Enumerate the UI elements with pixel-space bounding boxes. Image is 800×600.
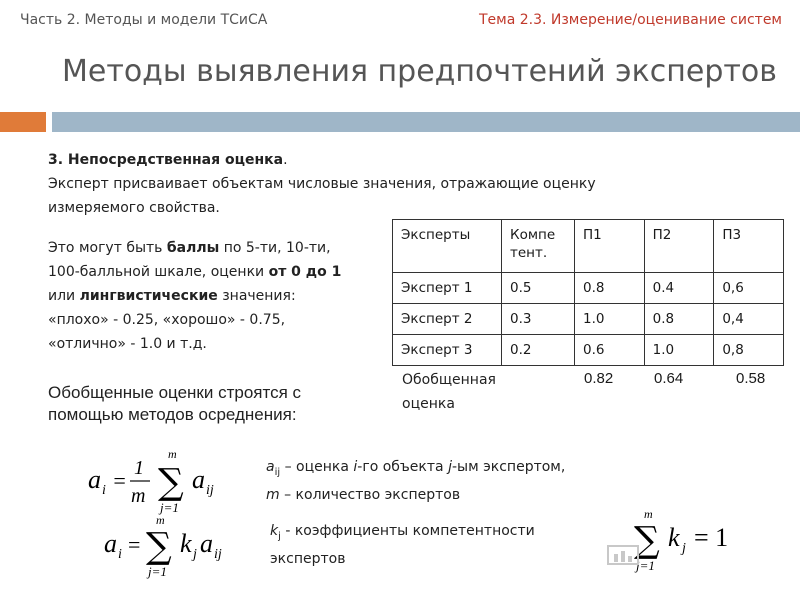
note-text: – количество экспертов	[279, 486, 461, 503]
table-header-cell: Эксперты	[393, 220, 502, 273]
formula-lhs: a	[104, 529, 117, 558]
table-header-cell: П1	[575, 220, 645, 273]
note-text-line-2: экспертов	[270, 550, 346, 567]
scales-line-5: «отлично» - 1.0 и т.д.	[48, 336, 207, 352]
header-right: Тема 2.3. Измерение/оценивание систем	[478, 12, 782, 28]
header-competence-1: Компе	[510, 227, 556, 243]
table-cell: Эксперт 3	[393, 335, 502, 366]
formula-lhs: a	[88, 465, 101, 494]
table-cell: 0,4	[714, 304, 784, 335]
slide-title: Методы выявления предпочтений экспертов	[62, 54, 777, 89]
sum-upper: m	[644, 507, 653, 521]
sum-upper: m	[168, 447, 177, 461]
header-competence-2: тент.	[510, 245, 548, 261]
note-text: – оценка	[280, 459, 354, 475]
generalized-label-2: оценка	[402, 396, 455, 412]
table-cell: 0.6	[575, 335, 645, 366]
expert-table	[392, 219, 784, 366]
formula-term: a	[192, 465, 205, 494]
section-line-2: измеряемого свойства.	[48, 200, 220, 216]
accent-bar-blue	[52, 112, 800, 132]
generalized-value-p3: 0.58	[736, 370, 766, 387]
note-italic-j: j	[448, 459, 452, 475]
table-header-cell	[502, 220, 575, 273]
table-header-cell: П3	[714, 220, 784, 273]
generalized-line-1: Обобщенные оценки строятся с	[48, 383, 301, 402]
formula-mean	[84, 444, 254, 516]
generalized-label-1: Обобщенная	[402, 372, 496, 388]
table-cell: 0.8	[575, 273, 645, 304]
note-kj	[270, 520, 535, 570]
formula-equals: =	[128, 532, 141, 557]
note-italic-k-sub: j	[278, 530, 281, 542]
section-heading: 3. Непосредственная оценка	[48, 152, 284, 168]
sum-lower: j=1	[148, 564, 167, 579]
scales-paragraph	[48, 236, 388, 356]
table-cell: Эксперт 2	[393, 304, 502, 335]
formula-k-sub: j	[193, 547, 197, 562]
watermark-icon	[606, 540, 644, 568]
table-cell: 0,6	[714, 273, 784, 304]
formula-weighted	[100, 512, 250, 584]
scales-text: 100-балльной шкале, оценки	[48, 264, 269, 280]
note-italic-i: i	[353, 459, 358, 475]
formula-lhs-sub: i	[102, 483, 106, 498]
table-header-row	[393, 220, 784, 273]
scales-bold-linguistic: лингвистические	[79, 288, 218, 304]
table-cell: Эксперт 1	[393, 273, 502, 304]
scales-bold-points: баллы	[166, 240, 220, 256]
note-aij	[266, 456, 565, 506]
scales-line-4: «плохо» - 0.25, «хорошо» - 0.75,	[48, 312, 286, 328]
table-cell: 0.8	[644, 304, 714, 335]
formula-term-sub: ij	[206, 483, 214, 498]
accent-bar-orange	[0, 112, 46, 132]
sigma-symbol: ∑	[146, 526, 172, 567]
sigma-symbol: ∑	[158, 462, 184, 503]
note-text: - коэффициенты компетентности	[280, 523, 535, 539]
scales-text: или	[48, 288, 80, 304]
note-symbol-sub: ij	[274, 466, 281, 478]
header-left: Часть 2. Методы и модели ТСиСА	[20, 12, 268, 28]
note-italic-k: k	[270, 523, 279, 539]
scales-text: Это могут быть	[48, 240, 167, 256]
formula-a: a	[200, 529, 213, 558]
formula-rhs: = 1	[694, 523, 729, 552]
formula-k-sub: j	[682, 541, 686, 556]
formula-k: k	[180, 529, 192, 558]
formula-a-sub: ij	[214, 547, 222, 562]
generalized-value-p2: 0.64	[654, 370, 684, 387]
table-row	[393, 273, 784, 304]
formula-numerator: 1	[134, 457, 144, 479]
table-cell: 1.0	[644, 335, 714, 366]
section-heading-dot: .	[283, 152, 288, 168]
scales-bold-range: от 0 до 1	[268, 264, 342, 280]
sum-lower: j=1	[636, 558, 655, 573]
table-cell: 0.3	[502, 304, 575, 335]
table-header-cell: П2	[644, 220, 714, 273]
table-row	[393, 304, 784, 335]
formula-equals: =	[112, 468, 127, 493]
note-italic-m: m	[266, 486, 280, 503]
generalized-note	[48, 382, 301, 426]
formula-normalization	[632, 506, 762, 574]
formula-denominator: m	[131, 485, 146, 507]
sum-upper: m	[156, 513, 165, 527]
scales-text: значения:	[217, 288, 296, 304]
formula-k: k	[668, 523, 680, 552]
table-cell: 0.5	[502, 273, 575, 304]
generalized-value-p1: 0.82	[584, 370, 614, 387]
scales-text: по 5-ти, 10-ти,	[219, 240, 331, 256]
section-intro	[48, 148, 596, 220]
table-cell: 0.2	[502, 335, 575, 366]
generalized-label	[402, 368, 496, 416]
note-symbol: a	[266, 459, 275, 475]
note-text: -ым экспертом,	[451, 459, 566, 475]
generalized-line-2: помощью методов осреднения:	[48, 405, 297, 424]
sum-lower: j=1	[160, 500, 179, 515]
table-cell: 1.0	[575, 304, 645, 335]
table-cell: 0.4	[644, 273, 714, 304]
formula-lhs-sub: i	[118, 547, 122, 562]
table-row	[393, 335, 784, 366]
sigma-symbol: ∑	[634, 520, 660, 561]
section-line-1: Эксперт присваивает объектам числовые значения, отражающие оценку	[48, 176, 596, 192]
table-cell: 0,8	[714, 335, 784, 366]
note-text: -го объекта	[357, 459, 449, 475]
